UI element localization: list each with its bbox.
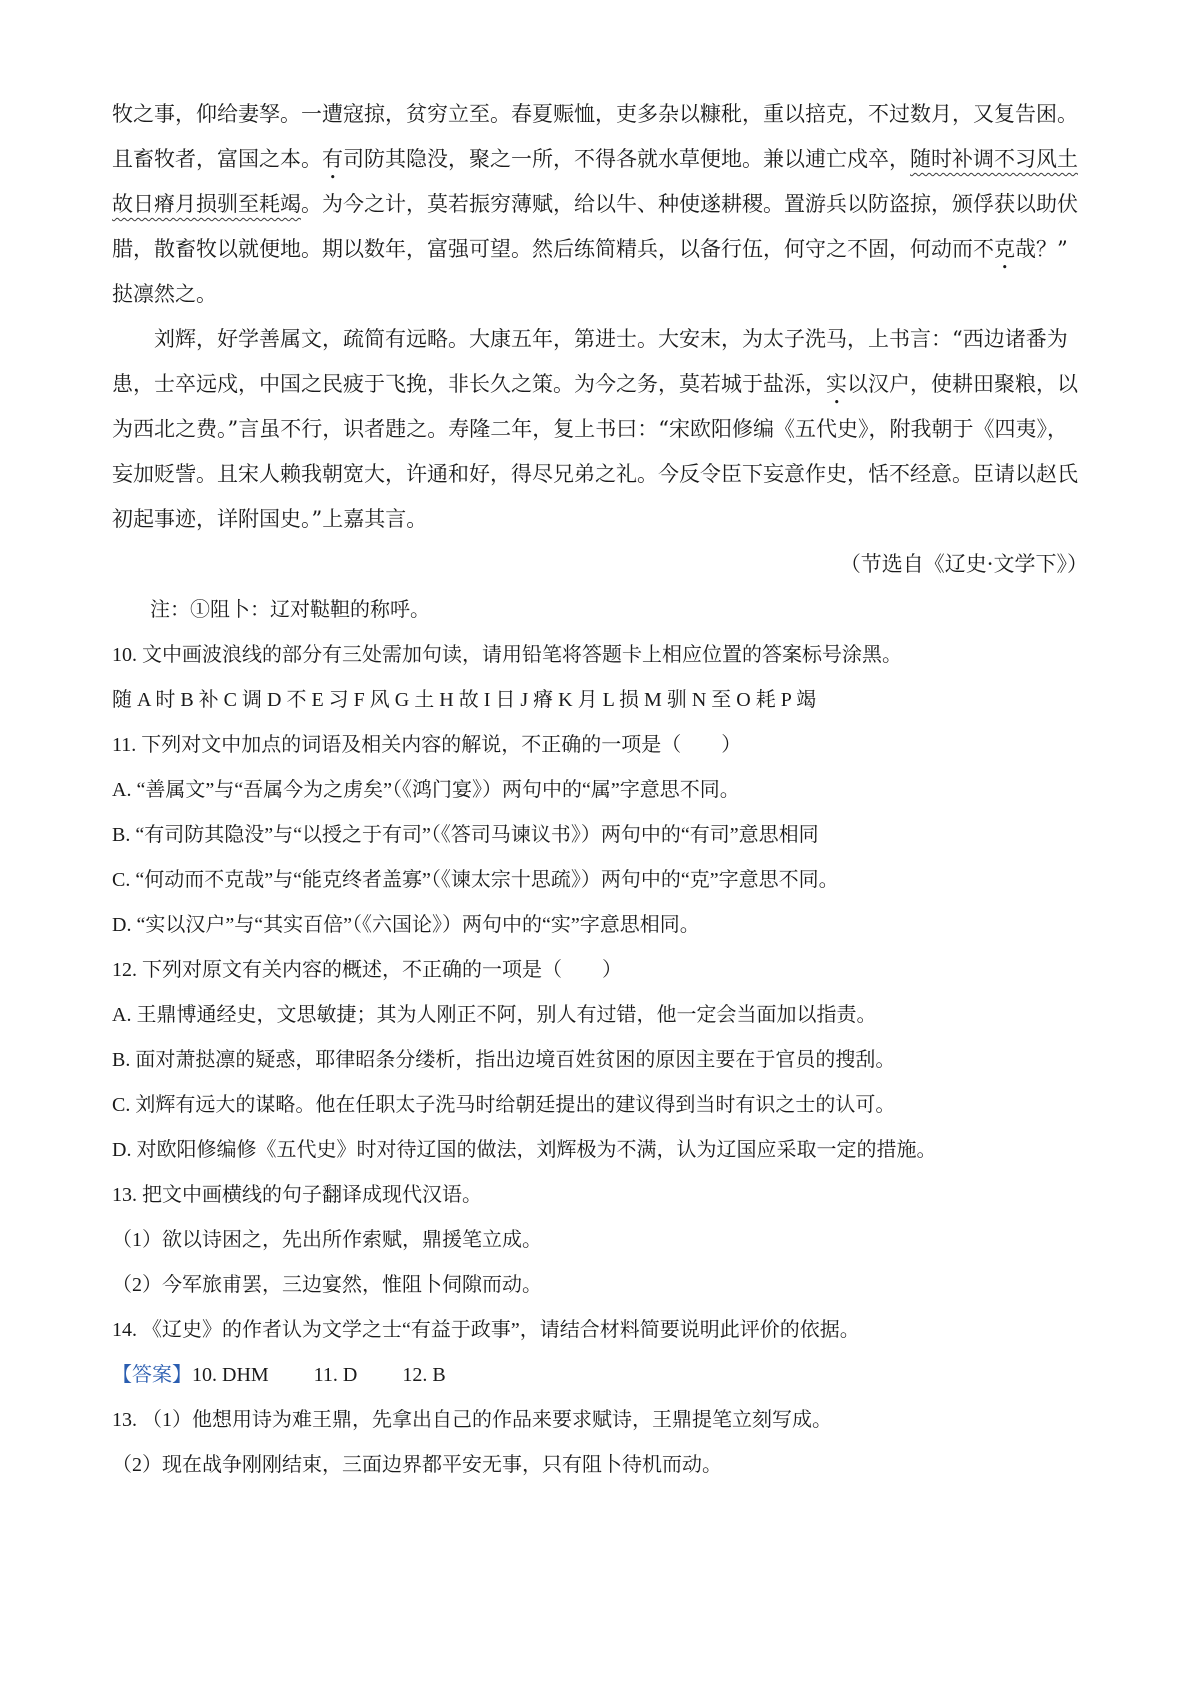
question-text: （2）今军旅甫罢，三边宴然，惟阻卜伺隙而动。 bbox=[112, 1274, 542, 1296]
passage-line bbox=[112, 368, 1078, 409]
source-text: （节选自《辽史·文学下》） bbox=[839, 552, 1088, 576]
option-text: D. 对欧阳修编修《五代史》时对待辽国的做法，刘辉极为不满，认为辽国应采取一定的措施。 bbox=[112, 1139, 937, 1161]
question-11-option-b bbox=[112, 818, 819, 847]
passage-text: 哉？” bbox=[1015, 237, 1068, 261]
option-text: 随 A 时 B 补 C 调 D 不 E 习 F 风 G 土 H 故 I 日 J 瘠 K 月 L 损 M 驯 N 至 O 耗 P 竭 bbox=[112, 689, 817, 711]
passage-line bbox=[112, 503, 427, 533]
question-12-option-a bbox=[112, 998, 876, 1027]
passage-line bbox=[112, 413, 1068, 443]
option-text: C. 刘辉有远大的谋略。他在任职太子洗马时给朝廷提出的建议得到当时有识之士的认可。 bbox=[112, 1094, 896, 1116]
question-13-item-2 bbox=[112, 1268, 542, 1297]
passage-text: 妄加贬訾。且宋人赖我朝宽大，许通和好，得尽兄弟之礼。今反令臣下妄意作史，恬不经意。臣请以赵氏 bbox=[112, 462, 1078, 486]
question-text: 12. 下列对原文有关内容的概述，不正确的一项是（ ） bbox=[112, 959, 622, 981]
answer-text: 13. （1）他想用诗为难王鼎，先拿出自己的作品来要求赋诗，王鼎提笔立刻写成。 bbox=[112, 1409, 832, 1431]
passage-source bbox=[840, 548, 1088, 578]
passage-line bbox=[112, 278, 217, 308]
passage-text: 牧之事，仰给妻孥。一遭寇掠，贫穷立至。春夏赈恤，吏多杂以糠秕，重以掊克，不过数月，又复告困。 bbox=[112, 102, 1078, 126]
question-text: 14. 《辽史》的作者认为文学之士“有益于政事”，请结合材料简要说明此评价的依据。 bbox=[112, 1319, 860, 1341]
passage-text: 以汉户，使耕田聚粮，以 bbox=[847, 372, 1078, 396]
question-text: 10. 文中画波浪线的部分有三处需加句读，请用铅笔将答题卡上相应位置的答案标号涂黑。 bbox=[112, 644, 902, 666]
passage-line bbox=[112, 233, 1068, 274]
passage-text: 刘辉，好学善属文，疏简有远略。大康五年，第进士。大安末，为太子洗马，上书言：“西边诸番为 bbox=[154, 327, 1068, 351]
question-12-option-d bbox=[112, 1133, 936, 1162]
question-text: 13. 把文中画横线的句子翻译成现代汉语。 bbox=[112, 1184, 482, 1206]
passage-text: 初起事迹，详附国史。”上嘉其言。 bbox=[112, 507, 428, 531]
question-11-option-a bbox=[112, 773, 740, 802]
question-12 bbox=[112, 953, 622, 982]
option-text: A. 王鼎博通经史，文思敏捷；其为人刚正不阿，别人有过错，他一定会当面加以指责。 bbox=[112, 1004, 877, 1026]
passage-text: 挞凛然之。 bbox=[112, 282, 217, 306]
question-text: 11. 下列对文中加点的词语及相关内容的解说，不正确的一项是（ ） bbox=[112, 734, 742, 756]
question-text: （1）欲以诗困之，先出所作索赋，鼎援笔立成。 bbox=[112, 1229, 542, 1251]
question-13-item-1 bbox=[112, 1223, 542, 1252]
answer-text: 10. DHM 11. D 12. B bbox=[192, 1364, 446, 1386]
answer-line bbox=[112, 1358, 446, 1387]
passage-line bbox=[112, 188, 1078, 218]
wavy-underlined-text: 故日瘠月损驯至耗竭 bbox=[112, 192, 301, 216]
passage-text: 司防其隐没，聚之一所，不得各就水草便地。兼以逋亡戍卒， bbox=[343, 147, 910, 171]
dotted-word: 克 bbox=[994, 237, 1015, 261]
passage-line bbox=[112, 98, 1078, 128]
passage-line bbox=[112, 458, 1078, 488]
passage-text: 且畜牧者，富国之本。 bbox=[112, 147, 322, 171]
passage-note bbox=[150, 593, 430, 622]
note-text: 注：①阻卜：辽对鞑靼的称呼。 bbox=[150, 599, 430, 621]
option-text: B. 面对萧挞凛的疑惑，耶律昭条分缕析，指出边境百姓贫困的原因主要在于官员的搜刮。 bbox=[112, 1049, 896, 1071]
passage-line bbox=[154, 323, 1068, 353]
wavy-underlined-text: 随时补调不习风土 bbox=[910, 147, 1078, 171]
passage-text: 为西北之费。”言虽不行，识者韪之。寿隆二年，复上书曰：“宋欧阳修编《五代史》，附我朝于《四夷》， bbox=[112, 417, 1068, 441]
dotted-word: 有 bbox=[322, 147, 343, 171]
question-10 bbox=[112, 638, 902, 667]
answer-tag: 【答案】 bbox=[112, 1364, 192, 1386]
answer-text: （2）现在战争刚刚结束，三面边界都平安无事，只有阻卜待机而动。 bbox=[112, 1454, 722, 1476]
option-text: D. “实以汉户”与“其实百倍”（《六国论》）两句中的“实”字意思相同。 bbox=[112, 914, 700, 936]
question-13 bbox=[112, 1178, 482, 1207]
question-12-option-b bbox=[112, 1043, 895, 1072]
passage-text: 腊，散畜牧以就便地。期以数年，富强可望。然后练简精兵，以备行伍，何守之不固，何动而不 bbox=[112, 237, 994, 261]
question-11-option-c bbox=[112, 863, 839, 892]
passage-line bbox=[112, 143, 1078, 184]
dotted-word: 实 bbox=[826, 372, 847, 396]
question-10-options bbox=[112, 683, 816, 712]
option-text: C. “何动而不克哉”与“能克终者盖寡”（《谏太宗十思疏》）两句中的“克”字意思不同。 bbox=[112, 869, 839, 891]
question-11 bbox=[112, 728, 741, 757]
option-text: A. “善属文”与“吾属今为之虏矣”（《鸿门宴》）两句中的“属”字意思不同。 bbox=[112, 779, 740, 801]
answer-13-line-1 bbox=[112, 1403, 832, 1432]
passage-text: 。为今之计，莫若振穷薄赋，给以牛、种使遂耕稷。置游兵以防盗掠，颁俘获以助伏 bbox=[301, 192, 1078, 216]
answer-13-line-2 bbox=[112, 1448, 722, 1477]
passage-text: 患，士卒远戍，中国之民疲于飞挽，非长久之策。为今之务，莫若城于盐泺， bbox=[112, 372, 826, 396]
question-12-option-c bbox=[112, 1088, 895, 1117]
question-14 bbox=[112, 1313, 860, 1342]
option-text: B. “有司防其隐没”与“以授之于有司”（《答司马谏议书》）两句中的“有司”意思相同 bbox=[112, 824, 819, 846]
question-11-option-d bbox=[112, 908, 700, 937]
